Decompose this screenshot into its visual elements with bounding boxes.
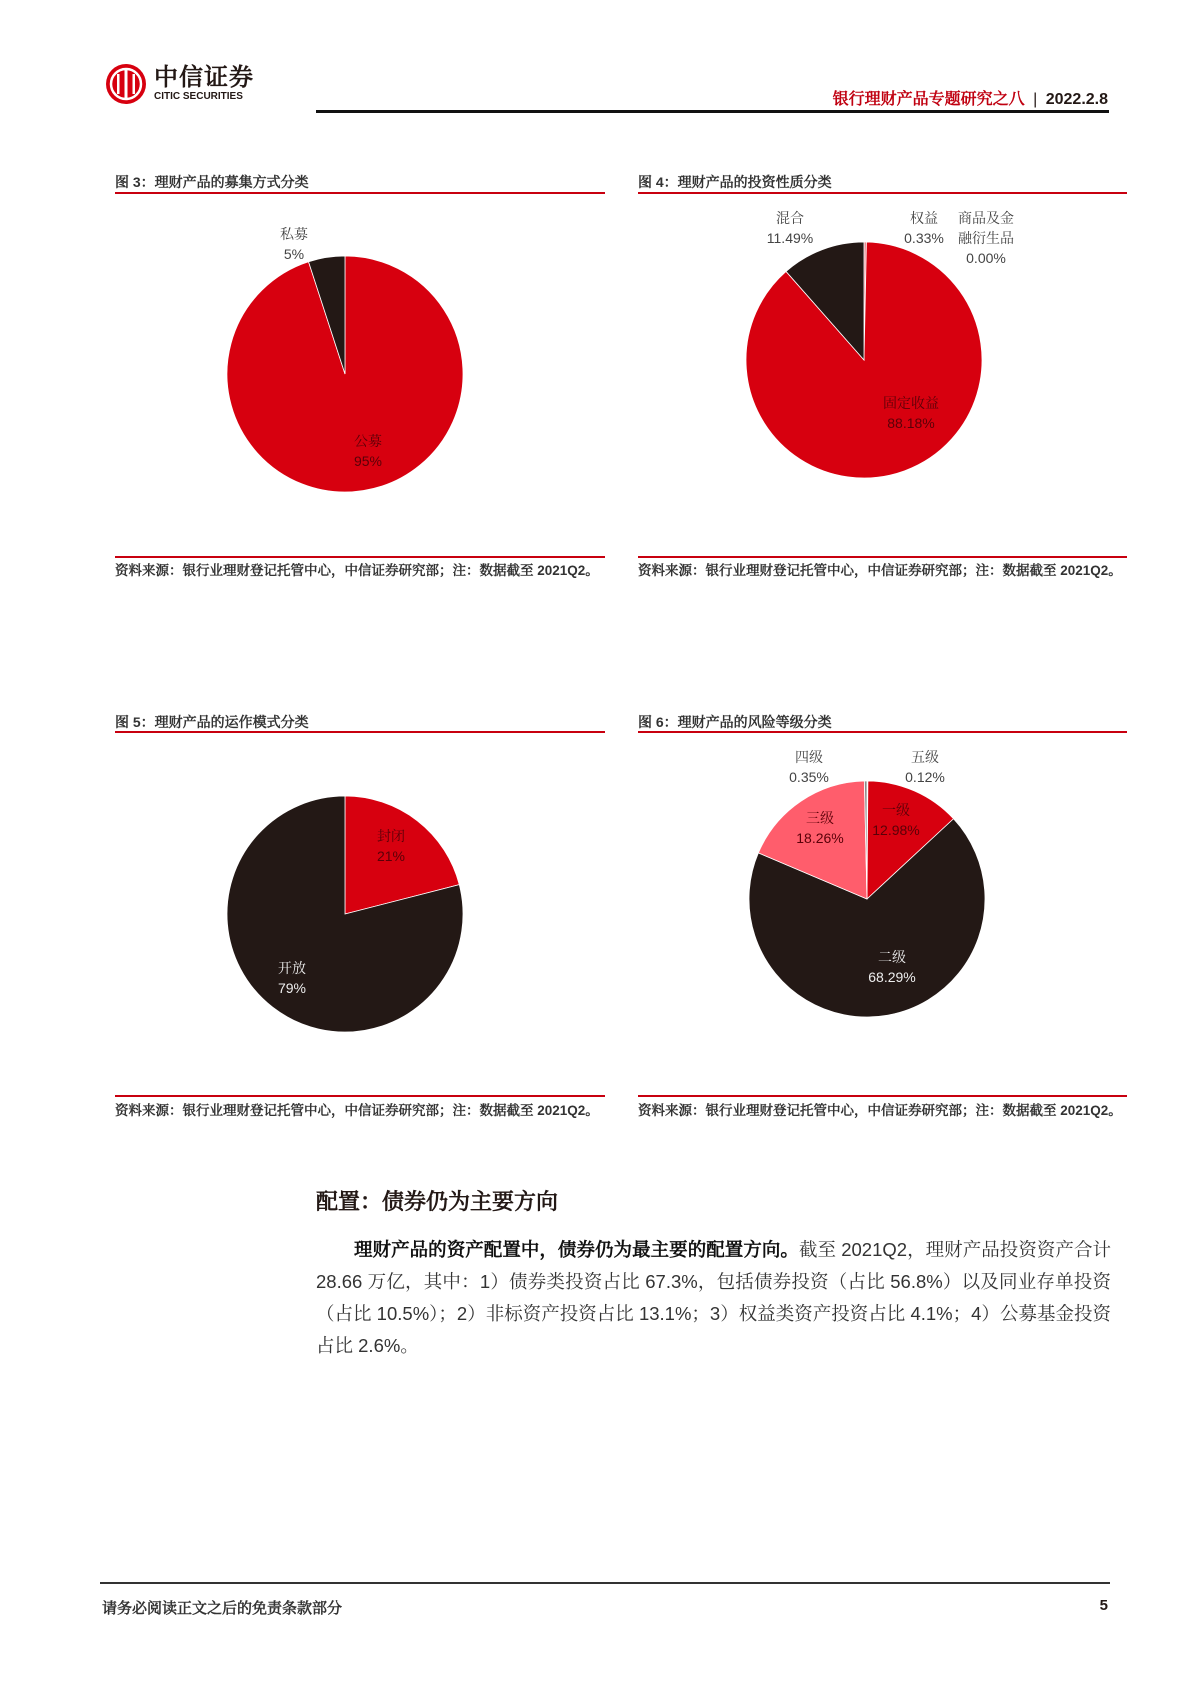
figure-3-title-rule [115, 192, 605, 194]
pie-label-open: 开放 79% [277, 960, 307, 996]
figure-3-source: 资料来源：银行业理财登记托管中心，中信证券研究部；注：数据截至 2021Q2。 [115, 563, 599, 578]
figure-6-pie [749, 781, 985, 1017]
section-paragraph [316, 1234, 1111, 1362]
report-title: 银行理财产品专题研究之八 [832, 91, 1025, 108]
figure-3-pie [227, 256, 463, 492]
section-heading: 配置：债券仍为主要方向 [316, 1189, 559, 1214]
header-divider [316, 110, 1109, 113]
pie-label-fixed-income: 固定收益 88.18% [883, 395, 939, 431]
pie-label-level4: 四级 0.35% [789, 749, 829, 785]
pie-label-level1: 一级 12.98% [872, 802, 920, 838]
citic-logo-icon [104, 62, 148, 106]
pie-label-commodity: 商品及金融衍生品 0.00% [958, 210, 1014, 266]
figure-5-source: 资料来源：银行业理财登记托管中心，中信证券研究部；注：数据截至 2021Q2。 [115, 1103, 599, 1118]
figure-5-source-rule [115, 1095, 605, 1097]
figure-6-source: 资料来源：银行业理财登记托管中心，中信证券研究部；注：数据截至 2021Q2。 [638, 1103, 1122, 1118]
logo-text-cn: 中信证券 [154, 64, 254, 91]
pie-label-level5: 五级 0.12% [905, 749, 945, 785]
footer-disclaimer: 请务必阅读正文之后的免责条款部分 [102, 1600, 343, 1617]
paragraph-lead: 理财产品的资产配置中，债券仍为最主要的配置方向。 [354, 1239, 799, 1260]
pie-label-level3: 三级 18.26% [796, 810, 844, 846]
pie-label-level2: 二级 68.29% [868, 949, 916, 985]
figure-5-title-rule [115, 731, 605, 733]
page-number: 5 [1099, 1597, 1108, 1614]
figure-4-title-rule [638, 192, 1127, 194]
figure-4-source-rule [638, 556, 1127, 558]
report-date: 2022.2.8 [1045, 91, 1108, 108]
logo-text-en: CITIC SECURITIES [154, 91, 243, 102]
figure-4-source: 资料来源：银行业理财登记托管中心，中信证券研究部；注：数据截至 2021Q2。 [638, 563, 1122, 578]
pie-label-public: 公募 95% [353, 433, 383, 469]
figure-3-source-rule [115, 556, 605, 558]
figure-6-title-rule [638, 731, 1127, 733]
pie-label-closed: 封闭 21% [376, 828, 406, 864]
pie-label-private: 私募 5% [280, 226, 308, 262]
pie-label-mixed: 混合 11.49% [766, 210, 814, 246]
figure-5-pie [227, 796, 463, 1032]
citic-logo [104, 62, 254, 106]
pie-label-equity: 权益 0.33% [904, 210, 944, 246]
paragraph-body: 截至 2021Q2，理财产品投资资产合计 28.66 万亿，其中：1）债券类投资占比 67.3%，包括债券投资（占比 56.8%）以及同业存单投资（占比 10.5%）；2）非标资产投资占比 13.1%；3）权益类资产投资占比 4.1%；4）公募基金投资占比 2.6%。 [316, 1239, 1111, 1356]
figure-5-title: 图 5：理财产品的运作模式分类 [115, 714, 309, 730]
footer-divider [100, 1582, 1110, 1584]
figure-6-source-rule [638, 1095, 1127, 1097]
report-header [833, 86, 1108, 109]
figure-3-title: 图 3：理财产品的募集方式分类 [115, 174, 309, 190]
separator: | [1033, 91, 1038, 108]
figure-4-title: 图 4：理财产品的投资性质分类 [638, 174, 832, 190]
figure-4-pie [746, 242, 982, 478]
figure-6-title: 图 6：理财产品的风险等级分类 [638, 714, 832, 730]
